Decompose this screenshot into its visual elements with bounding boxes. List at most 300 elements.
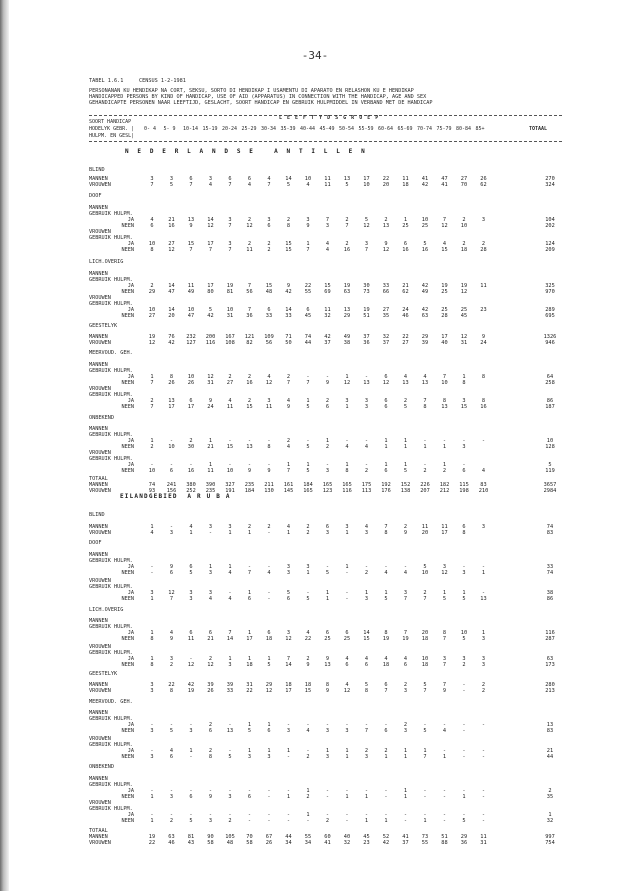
total-cell: 83 <box>546 728 554 734</box>
table-cell: 13 <box>382 223 390 229</box>
table-cell: - <box>325 462 330 468</box>
table-cell: 9 <box>384 241 388 247</box>
table-cell: 10 <box>148 468 156 474</box>
table-cell: 39 <box>207 682 214 688</box>
table-cell: 2 <box>267 247 271 253</box>
table-cell: 200 <box>205 334 216 340</box>
table-cell: 3 <box>364 530 369 536</box>
table-cell: 38 <box>343 340 351 346</box>
table-cell: - <box>189 754 193 760</box>
table-cell: 25 <box>402 223 409 229</box>
table-cell: - <box>384 794 388 800</box>
table-cell: 33 <box>382 283 390 289</box>
table-cell: 12 <box>343 380 351 386</box>
table-cell: 1 <box>403 788 408 794</box>
row-label: NEEN <box>121 289 134 295</box>
table-cell: 13 <box>343 176 351 182</box>
table-cell: 15 <box>363 636 370 642</box>
table-cell: 10 <box>148 241 156 247</box>
table-cell: 7 <box>345 223 349 229</box>
table-cell: 56 <box>246 289 253 295</box>
table-cell: 16 <box>343 247 351 253</box>
table-cell: 1 <box>345 530 349 536</box>
age-group-header: 80-84 <box>456 126 472 132</box>
table-cell: 67 <box>265 834 273 840</box>
table-cell: 19 <box>148 834 156 840</box>
total-cell: 63 <box>546 656 554 662</box>
table-cell: 6 <box>208 630 213 636</box>
table-cell: - <box>462 788 466 794</box>
table-cell: 11 <box>480 283 487 289</box>
table-cell: 3 <box>267 398 271 404</box>
table-cell: 8 <box>325 682 330 688</box>
table-cell: 165 <box>342 482 352 488</box>
table-cell: 1 <box>150 524 154 530</box>
table-cell: 8 <box>286 223 291 229</box>
row-label: NEEN <box>121 754 134 760</box>
total-cell: 38 <box>546 590 554 596</box>
table-cell: 17 <box>246 636 253 642</box>
table-cell: 27 <box>226 380 234 386</box>
table-cell: 1 <box>345 794 349 800</box>
table-cell: 165 <box>322 482 333 488</box>
table-cell: 1 <box>306 462 310 468</box>
table-cell: - <box>481 788 486 794</box>
table-cell: 2 <box>306 524 310 530</box>
table-cell: 1 <box>286 530 291 536</box>
table-cell: 19 <box>402 636 409 642</box>
row-label: GEBRUIK HULPM. <box>89 235 133 241</box>
table-cell: 1 <box>481 570 486 576</box>
age-group-header: 70-74 <box>417 126 433 132</box>
table-cell: 9 <box>169 636 174 642</box>
table-cell: 1 <box>189 748 193 754</box>
table-cell: 145 <box>283 488 294 494</box>
table-row <box>0 840 630 848</box>
table-cell: 4 <box>286 398 291 404</box>
table-cell: 11 <box>187 636 195 642</box>
table-cell: 4 <box>423 374 427 380</box>
table-cell: - <box>364 438 369 444</box>
table-cell: 10 <box>421 570 429 576</box>
table-cell: 1 <box>325 590 330 596</box>
table-cell: 24 <box>207 404 214 410</box>
table-cell: 3 <box>189 728 193 734</box>
table-cell: 2 <box>462 662 466 668</box>
census-date: CENSUS 1-2-1981 <box>138 78 186 84</box>
table-cell: 25 <box>421 223 429 229</box>
table-cell: 3 <box>462 398 466 404</box>
total-cell: 2984 <box>543 488 557 494</box>
table-cell: 2 <box>150 283 154 289</box>
table-cell: 1 <box>306 812 310 818</box>
table-cell: 11 <box>246 247 253 253</box>
total-cell: 970 <box>545 289 555 295</box>
table-cell: 6 <box>384 374 388 380</box>
table-cell: - <box>481 748 486 754</box>
table-cell: 24 <box>402 307 409 313</box>
table-cell: 8 <box>169 374 174 380</box>
table-cell: - <box>481 722 486 728</box>
table-cell: 175 <box>361 482 372 488</box>
total-cell: 946 <box>545 340 555 346</box>
table-row <box>0 323 630 331</box>
table-cell: 22 <box>402 334 409 340</box>
table-cell: 34 <box>285 840 292 846</box>
table-cell: 60 <box>324 834 331 840</box>
total-cell: 44 <box>546 754 554 760</box>
table-cell: - <box>442 722 447 728</box>
table-cell: 4 <box>208 182 213 188</box>
table-cell: 3 <box>150 590 154 596</box>
table-cell: 2 <box>403 682 408 688</box>
table-cell: 5 <box>423 682 427 688</box>
table-cell: 1 <box>247 656 252 662</box>
total-column-heading: TOTAAL <box>529 126 548 132</box>
table-cell: 17 <box>207 241 214 247</box>
table-row <box>0 728 630 736</box>
table-cell: 41 <box>421 176 429 182</box>
table-cell: 2 <box>267 524 271 530</box>
table-cell: 25 <box>441 307 448 313</box>
table-cell: - <box>247 818 252 824</box>
row-label: NEEN <box>121 380 134 386</box>
table-cell: 22 <box>304 283 312 289</box>
table-cell: 1 <box>325 596 330 602</box>
table-cell: 74 <box>304 334 312 340</box>
table-cell: 8 <box>481 374 486 380</box>
table-cell: 2 <box>325 818 330 824</box>
table-cell: 2 <box>247 524 252 530</box>
table-cell: 7 <box>189 247 193 253</box>
table-cell: 14 <box>168 283 175 289</box>
table-cell: 8 <box>423 404 427 410</box>
table-cell: 7 <box>306 247 310 253</box>
total-cell: 997 <box>545 834 555 840</box>
table-cell: 12 <box>246 223 253 229</box>
age-group-header: 45-49 <box>319 126 335 132</box>
table-cell: 1 <box>228 530 232 536</box>
table-cell: 18 <box>421 662 429 668</box>
table-cell: 1 <box>286 462 291 468</box>
table-cell: - <box>364 564 369 570</box>
table-cell: 1 <box>247 590 252 596</box>
table-cell: 3 <box>286 564 291 570</box>
row-label: MANNEN <box>89 334 108 340</box>
table-cell: 7 <box>208 247 213 253</box>
row-label: VROUWEN <box>89 840 111 846</box>
table-cell: 26 <box>265 840 273 846</box>
table-cell: 7 <box>423 596 427 602</box>
table-cell: 4 <box>150 217 154 223</box>
table-cell: 4 <box>481 468 486 474</box>
table-cell: 7 <box>169 596 174 602</box>
table-cell: 10 <box>168 444 175 450</box>
table-cell: 7 <box>306 380 310 386</box>
table-cell: 13 <box>480 596 487 602</box>
table-cell: 1 <box>150 818 154 824</box>
table-cell: 3 <box>345 728 349 734</box>
row-label: VROUWEN <box>89 644 111 650</box>
table-cell: 8 <box>208 754 213 760</box>
table-cell: 19 <box>187 688 195 694</box>
table-cell: 3 <box>169 656 174 662</box>
total-cell: 128 <box>545 444 555 450</box>
row-label: VROUWEN <box>89 530 111 536</box>
table-cell: 167 <box>225 334 235 340</box>
table-cell: 6 <box>189 630 193 636</box>
table-cell: 2 <box>208 656 213 662</box>
table-cell: - <box>150 564 154 570</box>
table-cell: 4 <box>228 570 232 576</box>
table-cell: - <box>384 812 388 818</box>
table-cell: - <box>306 590 310 596</box>
table-cell: 4 <box>364 524 369 530</box>
total-cell: 83 <box>546 530 554 536</box>
table-cell: 3 <box>403 590 408 596</box>
table-cell: 74 <box>148 482 156 488</box>
table-cell: - <box>345 788 349 794</box>
table-cell: 161 <box>283 482 294 488</box>
table-cell: 18 <box>265 636 273 642</box>
total-cell: 10 <box>546 438 554 444</box>
table-cell: 25 <box>460 307 468 313</box>
table-cell: 6 <box>169 468 174 474</box>
table-cell: 1 <box>267 722 271 728</box>
table-cell: 5 <box>442 596 447 602</box>
row-label: MANNEN <box>89 710 108 716</box>
table-cell: 47 <box>168 289 175 295</box>
age-group-header: 0- 4 <box>144 126 157 132</box>
table-cell: 81 <box>187 834 195 840</box>
table-cell: 5 <box>423 564 427 570</box>
total-cell: 21 <box>546 748 554 754</box>
table-cell: 49 <box>421 289 429 295</box>
row-label: VROUWEN <box>89 229 111 235</box>
table-cell: 30 <box>363 283 370 289</box>
table-cell: 40 <box>343 834 351 840</box>
table-cell: 6 <box>462 524 466 530</box>
table-cell: - <box>267 818 271 824</box>
table-cell: 25 <box>324 636 331 642</box>
table-cell: 63 <box>421 313 429 319</box>
table-cell: 2 <box>169 818 174 824</box>
row-label: JA <box>127 438 134 444</box>
table-cell: 15 <box>226 444 234 450</box>
table-cell: 12 <box>343 688 351 694</box>
table-cell: 3 <box>150 754 154 760</box>
table-cell: 51 <box>363 313 370 319</box>
table-cell: 2 <box>403 722 408 728</box>
row-label: MEERVOUD. GEH. <box>89 699 133 705</box>
table-cell: 6 <box>247 596 252 602</box>
table-cell: - <box>481 794 486 800</box>
table-cell: 2 <box>325 444 330 450</box>
table-row <box>0 247 630 255</box>
table-cell: 11 <box>226 404 234 410</box>
table-cell: 6 <box>384 404 388 410</box>
table-cell: 42 <box>421 182 429 188</box>
table-cell: 7 <box>442 217 447 223</box>
table-cell: 1 <box>345 404 349 410</box>
table-cell: 8 <box>481 398 486 404</box>
table-cell: 2 <box>403 524 408 530</box>
row-label: MANNEN <box>89 524 108 530</box>
row-label: GEBRUIK HULPM. <box>89 782 133 788</box>
table-cell: 138 <box>400 488 411 494</box>
table-cell: 8 <box>267 444 271 450</box>
table-cell: 6 <box>189 176 193 182</box>
table-cell: 3 <box>189 590 193 596</box>
table-cell: 7 <box>247 570 252 576</box>
table-cell: 5 <box>306 468 310 474</box>
table-cell: 2 <box>462 217 466 223</box>
table-cell: 6 <box>325 630 330 636</box>
table-cell: 19 <box>363 307 370 313</box>
table-cell: 12 <box>265 380 273 386</box>
table-row <box>0 818 630 826</box>
table-cell: 127 <box>186 340 196 346</box>
table-cell: 3 <box>150 682 154 688</box>
table-cell: 15 <box>324 283 331 289</box>
table-cell: - <box>150 722 154 728</box>
table-cell: 3 <box>286 630 291 636</box>
row-label: JA <box>127 812 134 818</box>
table-cell: 49 <box>343 334 351 340</box>
table-cell: 6 <box>384 728 388 734</box>
table-cell: - <box>384 564 388 570</box>
table-cell: 37 <box>363 334 370 340</box>
table-cell: 3 <box>306 217 310 223</box>
table-row <box>0 530 630 538</box>
table-cell: 15 <box>285 247 292 253</box>
table-cell: 14 <box>285 176 292 182</box>
table-cell: - <box>189 722 193 728</box>
table-cell: 5 <box>462 636 466 642</box>
table-cell: 176 <box>381 488 391 494</box>
table-cell: 11 <box>324 307 331 313</box>
table-cell: 182 <box>439 482 450 488</box>
table-cell: 37 <box>402 840 409 846</box>
row-label: NEEN <box>121 818 134 824</box>
table-cell: 3 <box>150 176 154 182</box>
table-cell: 2 <box>208 722 213 728</box>
table-cell: 15 <box>187 241 195 247</box>
table-cell: - <box>481 754 486 760</box>
table-cell: 19 <box>226 283 234 289</box>
table-cell: 42 <box>421 307 429 313</box>
table-cell: 10 <box>421 656 429 662</box>
title-dutch: GEHANDICAPTE PERSONEN NAAR LEEFTIJD, GESLACHT, SOORT HANDICAP EN GEBRUIK HULPMIDDEL IN VERBAND MET DE HANDICAP <box>89 100 433 106</box>
table-cell: 3 <box>208 570 213 576</box>
total-cell: 86 <box>546 398 554 404</box>
table-cell: 11 <box>187 283 195 289</box>
table-cell: 63 <box>168 834 175 840</box>
table-cell: 14 <box>168 307 175 313</box>
table-cell: 7 <box>150 404 154 410</box>
row-label: NEEN <box>121 468 134 474</box>
table-cell: 5 <box>247 728 252 734</box>
table-cell: 5 <box>169 182 174 188</box>
table-cell: 5 <box>364 682 369 688</box>
table-cell: 7 <box>403 630 408 636</box>
table-cell: - <box>150 812 154 818</box>
table-cell: - <box>481 590 486 596</box>
table-cell: 198 <box>459 488 469 494</box>
table-cell: 29 <box>265 682 273 688</box>
table-cell: 4 <box>189 524 193 530</box>
row-label: MANNEN <box>89 776 108 782</box>
table-cell: 62 <box>402 289 409 295</box>
table-cell: - <box>345 722 349 728</box>
table-cell: 13 <box>402 380 409 386</box>
total-cell: 695 <box>545 313 555 319</box>
table-cell: 1 <box>384 444 388 450</box>
total-cell: 280 <box>545 682 555 688</box>
table-cell: 17 <box>207 283 214 289</box>
total-cell: 258 <box>545 380 555 386</box>
table-row <box>0 662 630 670</box>
table-cell: 56 <box>265 340 273 346</box>
table-cell: 7 <box>228 247 232 253</box>
row-label: GEESTELYK <box>89 671 118 677</box>
table-cell: 47 <box>187 313 195 319</box>
age-group-header: 65-69 <box>397 126 413 132</box>
table-cell: 35 <box>382 313 390 319</box>
table-cell: - <box>247 438 252 444</box>
table-cell: 6 <box>267 223 271 229</box>
row-label: BLIND <box>89 167 105 173</box>
table-cell: 10 <box>460 630 468 636</box>
table-cell: 1 <box>286 794 291 800</box>
row-label: NEEN <box>121 444 134 450</box>
table-cell: - <box>228 748 232 754</box>
table-cell: 1 <box>423 444 427 450</box>
table-cell: 11 <box>324 182 331 188</box>
table-cell: - <box>325 374 330 380</box>
table-cell: 14 <box>226 636 234 642</box>
table-cell: - <box>403 812 408 818</box>
table-cell: 1 <box>247 530 252 536</box>
total-cell: 74 <box>546 524 554 530</box>
row-label: JA <box>127 748 134 754</box>
table-cell: 3 <box>208 524 213 530</box>
table-row <box>0 488 630 496</box>
table-cell: - <box>345 812 349 818</box>
table-cell: 13 <box>343 307 351 313</box>
table-cell: - <box>189 812 193 818</box>
table-cell: 80 <box>207 289 214 295</box>
total-cell: 213 <box>545 688 555 694</box>
table-cell: 4 <box>306 728 310 734</box>
table-cell: 3 <box>442 656 447 662</box>
table-cell: 5 <box>208 307 213 313</box>
table-cell: 4 <box>228 398 232 404</box>
table-cell: 26 <box>187 380 195 386</box>
table-cell: - <box>364 462 369 468</box>
table-cell: 3 <box>228 217 232 223</box>
row-label: JA <box>127 564 134 570</box>
table-number: TABEL 1.6.1 <box>89 78 124 84</box>
table-cell: 6 <box>286 596 291 602</box>
table-cell: 12 <box>187 662 195 668</box>
age-group-header: 55-59 <box>358 126 374 132</box>
table-cell: - <box>462 754 466 760</box>
table-cell: - <box>384 788 388 794</box>
table-cell: 20 <box>382 182 390 188</box>
table-cell: 1 <box>403 462 408 468</box>
table-cell: 52 <box>382 834 390 840</box>
